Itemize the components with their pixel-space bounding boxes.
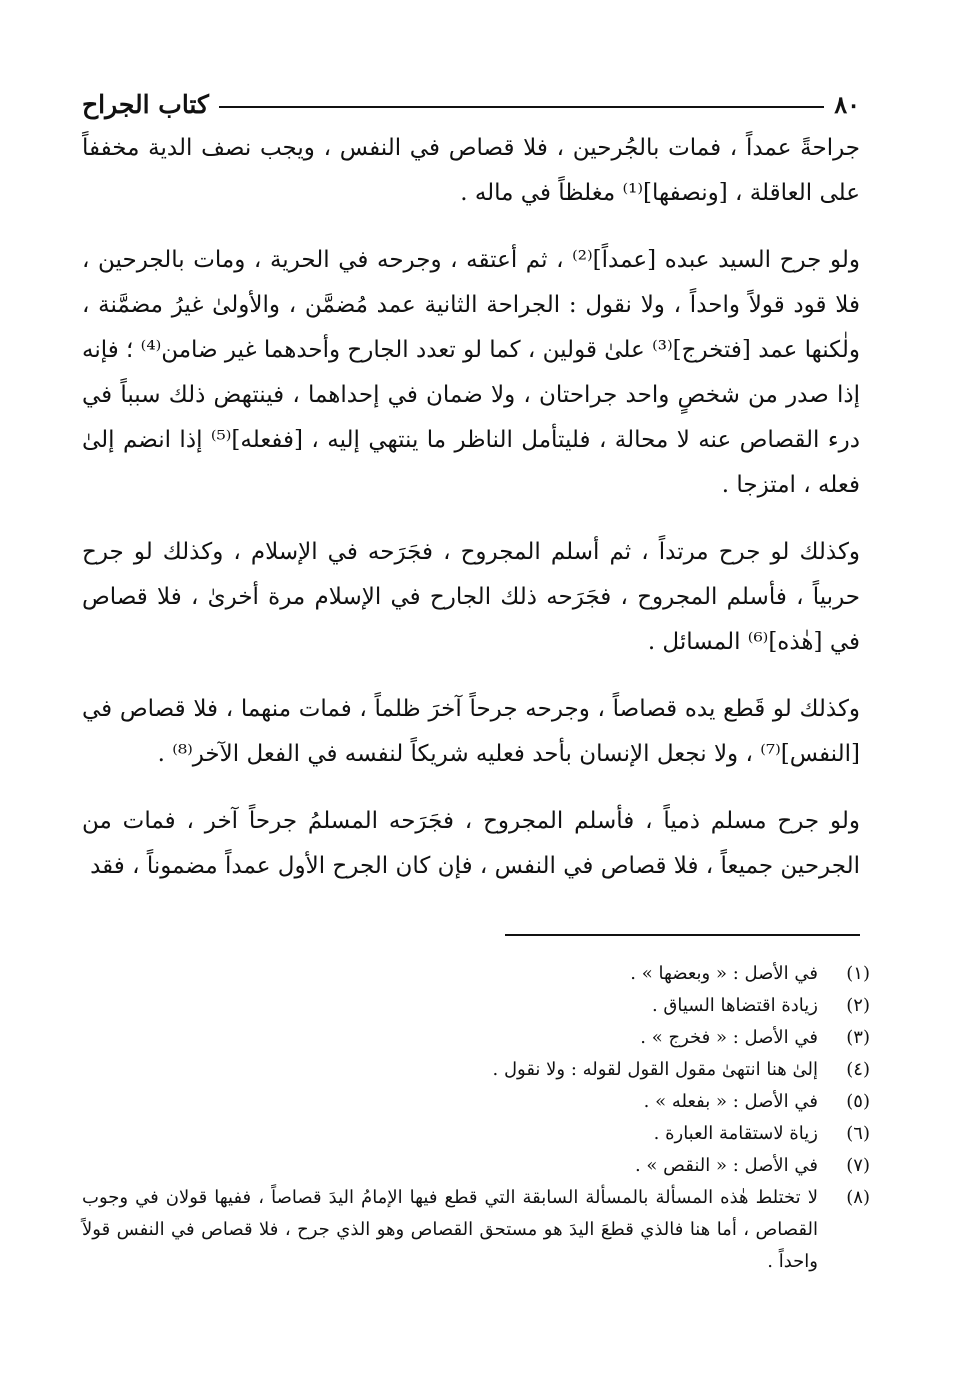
footnote-text: في الأصل : « بفعله » . bbox=[643, 1091, 818, 1112]
header-rule bbox=[219, 106, 824, 108]
footnote-text: في الأصل : « فخرج » . bbox=[640, 1027, 818, 1048]
page-number: ٨٠ bbox=[834, 89, 860, 119]
footnote bbox=[82, 1086, 870, 1118]
paragraph: جراحةً عمداً ، فمات بالجُرحين ، فلا قصاص في النفس ، ويجب نصف الدية مخففاً على العاقلة ، [ونصفها]⁽¹⁾ مغلظاً في ماله . bbox=[82, 135, 860, 206]
footnote bbox=[82, 1150, 870, 1182]
paragraph: ولو جرح مسلم ذمياً ، فأسلم المجروح ، فجَرَحه المسلمُ جرحاً آخر ، فمات من الجرحين جميعاً ، فلا قصاص في النفس ، فإن كان الجرح الأول عمداً مضموناً ، فقد bbox=[82, 808, 860, 879]
main-text bbox=[82, 126, 860, 911]
footnote-text: إلىٰ هنا انتهىٰ مقول القول لقوله : ولا نقول . bbox=[492, 1059, 818, 1080]
footnote bbox=[82, 1054, 870, 1086]
footnote-number: (٧) bbox=[846, 1155, 870, 1176]
footnote bbox=[82, 990, 870, 1022]
footnote-number: (٤) bbox=[846, 1059, 870, 1080]
footnote bbox=[82, 958, 870, 990]
book-title: كتاب الجراح bbox=[82, 89, 209, 119]
footnote bbox=[82, 1118, 870, 1150]
footnote-number: (٦) bbox=[846, 1123, 870, 1144]
paragraph: وكذلك لو قَطع يده قصاصاً ، وجرحه جرحاً آخرَ ظلماً ، فمات منهما ، فلا قصاص في [النفس]⁽⁷⁾ ، ولا نجعل الإنسان بأحد فعليه شريكاً لنفسه في الفعل الآخر⁽⁸⁾ . bbox=[82, 696, 860, 767]
footnote-text: في الأصل : « النقص » . bbox=[634, 1155, 818, 1176]
running-header bbox=[82, 84, 860, 124]
footnote-number: (٥) bbox=[846, 1091, 870, 1112]
footnote-text: زياة لاستقامة العبارة . bbox=[653, 1123, 818, 1144]
footnote-number: (٣) bbox=[846, 1027, 870, 1048]
footnote-text: في الأصل : « وبعضها » . bbox=[630, 963, 818, 984]
footnote-number: (١) bbox=[846, 963, 870, 984]
footnotes bbox=[82, 958, 870, 1278]
footnote bbox=[82, 1022, 870, 1054]
paragraph: وكذلك لو جرح مرتداً ، ثم أسلم المجروح ، فجَرَحه في الإسلام ، وكذلك لو جرح حربياً ، فأسلم المجروح ، فجَرَحه ذلك الجارح في الإسلام مرة أخرىٰ ، فلا قصاص في [هٰذه]⁽⁶⁾ المسائل . bbox=[82, 539, 860, 655]
footnote-separator bbox=[505, 934, 860, 936]
paragraph: ولو جرح السيد عبده [عمداً]⁽²⁾ ، ثم أعتقه ، وجرحه في الحرية ، ومات بالجرحين ، فلا قود قولاً واحداً ، ولا نقول : الجراحة الثانية عمد مُضمَّن ، والأولىٰ غيرُ مضمَّنة ، ولٰكنها عمد [فتخرج]⁽³⁾ علىٰ قولين ، كما لو تعدد الجارح وأحدهما غير ضامن⁽⁴⁾ ؛ فإنه إذا صدر من شخصٍ واحد جراحتان ، ولا ضمان في إحداهما ، فينتهض ذلك سبباً في درء القصاص عنه لا محالة ، فليتأمل الناظر ما ينتهي إليه ، [ففعله]⁽⁵⁾ إذا انضم إلىٰ فعله ، امتزجا . bbox=[82, 247, 860, 498]
footnote-text: زيادة اقتضاها السياق . bbox=[651, 995, 818, 1016]
footnote-number: (٢) bbox=[846, 995, 870, 1016]
footnote bbox=[82, 1182, 870, 1278]
footnote-number: (٨) bbox=[846, 1187, 870, 1208]
footnote-text: لا تختلط هٰذه المسألة بالمسألة السابقة التي قطع فيها الإمامُ اليدَ قصاصاً ، ففيها قولان في وجوب القصاص ، أما هنا فالذي قطعَ اليدَ هو مستحق القصاص وهو الذي جرح ، فلا قصاص في النفس قولاً واحداً . bbox=[82, 1187, 818, 1272]
